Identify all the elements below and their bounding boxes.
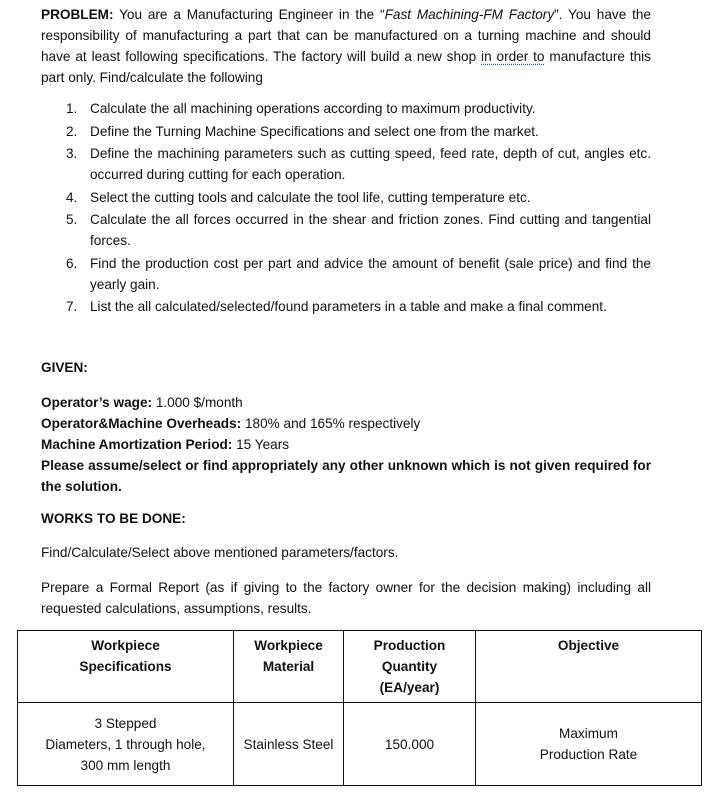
factory-name: Fast Machining-FM Factory [384, 7, 555, 22]
header-objective: Objective [476, 631, 702, 703]
works-line-1: Find/Calculate/Select above mentioned parameters/factors. [41, 545, 399, 561]
task-number: 4. [66, 189, 78, 205]
task-text: Define the machining parameters such as cutting speed, feed rate, depth of cut, angles etc. occurred during cutting for each operation. [90, 146, 651, 182]
wage-value: 1.000 $/month [152, 394, 243, 410]
cell-specifications: 3 Stepped Diameters, 1 through hole, 300 mm length [18, 703, 234, 786]
task-text: Calculate the all machining operations according to maximum productivity. [90, 101, 536, 116]
problem-label: PROBLEM: [41, 7, 114, 22]
cell-material: Stainless Steel [234, 703, 344, 786]
cell-quantity: 150.000 [344, 703, 476, 786]
task-item [66, 296, 651, 317]
given-wage [41, 392, 651, 413]
task-number: 1. [66, 101, 78, 116]
task-number: 3. [66, 146, 78, 161]
assumption-note: Please assume/select or find appropriately any other unknown which is not given required for the solution. [41, 457, 651, 494]
task-number: 5. [66, 212, 78, 227]
header-workpiece-specifications: Workpiece Specifications [18, 631, 234, 703]
wage-label: Operator’s wage: [41, 394, 153, 410]
task-item [66, 121, 651, 142]
task-text: Calculate the all forces occurred in the shear and friction zones. Find cutting and tangential forces. [90, 212, 651, 248]
problem-text-middle: ”. You have the responsibility of manufacturing a part that can be manufactured on a turning machine and should have at least following specifications. The factory will build a new shop [41, 7, 651, 64]
problem-text-start: You are a Manufacturing Engineer in the “ [113, 7, 385, 22]
task-item [66, 253, 651, 295]
task-number: 7. [66, 299, 78, 314]
table-row [18, 703, 702, 786]
problem-text-end: manufacture this part only. Find/calculate the following [41, 49, 651, 85]
grammar-flagged-phrase[interactable]: in order to [481, 49, 545, 64]
given-overheads [41, 413, 651, 434]
task-number: 2. [66, 123, 78, 139]
works-line-2: Prepare a Formal Report (as if giving to the factory owner for the decision making) including all requested calculations, assumptions, results. [41, 579, 651, 616]
task-number: 6. [66, 255, 78, 271]
task-item [66, 98, 651, 119]
header-production-quantity: Production Quantity (EA/year) [344, 631, 476, 703]
given-list [41, 392, 651, 497]
task-text: Define the Turning Machine Specifications and select one from the market. [90, 123, 539, 139]
problem-statement [41, 4, 651, 88]
task-text: List the all calculated/selected/found parameters in a table and make a final comment. [90, 299, 607, 314]
overheads-label: Operator&Machine Overheads: [41, 415, 242, 431]
overheads-value: 180% and 165% respectively [241, 415, 421, 431]
amortization-value: 15 Years [232, 436, 290, 452]
specification-table [17, 630, 702, 786]
given-amortization [41, 434, 651, 455]
document-page [41, 4, 651, 619]
task-item [66, 143, 651, 185]
header-workpiece-material: Workpiece Material [234, 631, 344, 703]
table-header-row [18, 631, 702, 703]
task-item [66, 209, 651, 251]
task-item [66, 187, 651, 208]
task-list [41, 98, 651, 317]
cell-objective: Maximum Production Rate [476, 703, 702, 786]
works-heading: WORKS TO BE DONE: [41, 510, 186, 526]
amortization-label: Machine Amortization Period: [41, 436, 233, 452]
task-text: Find the production cost per part and advice the amount of benefit (sale price) and find the yearly gain. [90, 255, 651, 292]
given-heading: GIVEN: [41, 360, 88, 375]
task-text: Select the cutting tools and calculate the tool life, cutting temperature etc. [90, 189, 531, 205]
